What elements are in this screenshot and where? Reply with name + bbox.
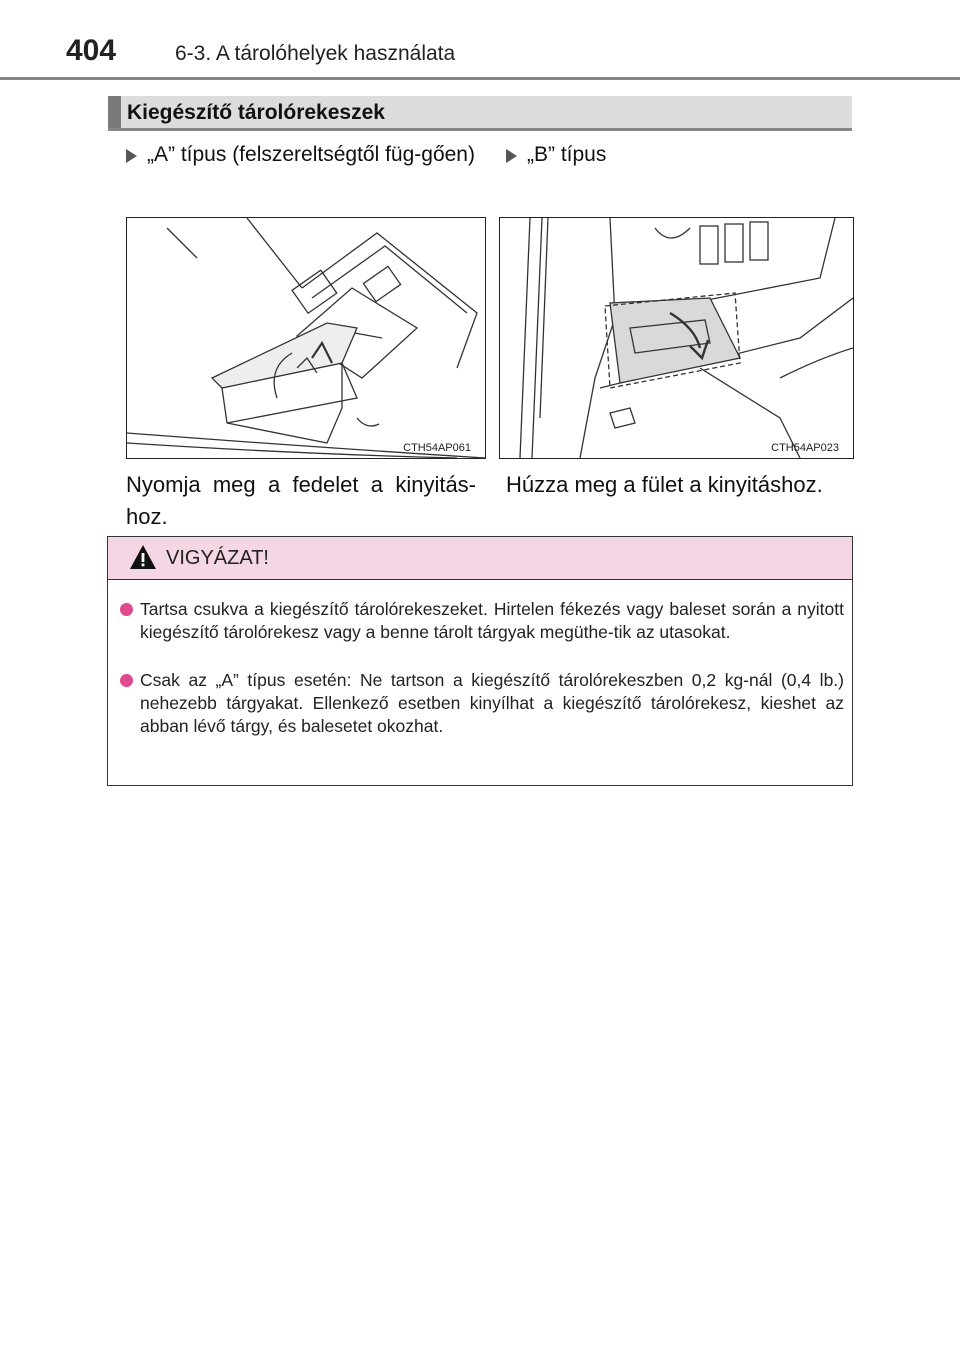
type-b-label: „B” típus	[527, 143, 607, 166]
figure-type-b	[499, 217, 854, 459]
type-b-caption: Húzza meg a fület a kinyitáshoz.	[506, 472, 823, 497]
page-header	[0, 0, 960, 80]
bullet-triangle-icon	[126, 149, 137, 163]
caution-item	[140, 669, 844, 738]
caution-item-text: Tartsa csukva a kiegészítő tárolórekeszeket. Hirtelen fékezés vagy baleset során a nyitott kiegészítő tárolórekesz vagy a benne tárolt tárgyak megüthe-tik az utasokat.	[140, 599, 844, 642]
figure-type-a	[126, 217, 486, 459]
bullet-dot-icon	[120, 603, 133, 616]
dashboard-compartment-illustration	[500, 218, 853, 458]
caution-header	[108, 537, 852, 580]
caution-title: VIGYÁZAT!	[166, 547, 269, 569]
chapter-title: 6-3. A tárolóhelyek használata	[175, 42, 456, 65]
bullet-triangle-icon	[506, 149, 517, 163]
caution-item-text: Csak az „A” típus esetén: Ne tartson a kiegészítő tárolórekeszben 0,2 kg-nál (0,4 lb.) nehezebb tárgyakat. Ellenkező esetben kinyílhat a kiegészítő tárolórekesz, kieshet az abban lévő tárgy, és balesetet okozhat.	[140, 670, 844, 736]
page-number: 404	[66, 34, 117, 67]
header-rule	[0, 77, 960, 80]
caution-item	[140, 598, 844, 644]
type-a-caption: Nyomja meg a fedelet a kinyitás-hoz.	[126, 472, 476, 529]
bullet-dot-icon	[120, 674, 133, 687]
overhead-console-illustration	[127, 218, 485, 458]
section-title: Kiegészítő tárolórekeszek	[127, 101, 385, 124]
warning-triangle-icon	[129, 544, 157, 570]
type-a-label: „A” típus (felszereltségtől füg-gően)	[147, 143, 475, 166]
figure-code: CTH54AP023	[771, 442, 839, 454]
caution-box	[107, 536, 853, 786]
figure-code: CTH54AP061	[403, 442, 471, 454]
